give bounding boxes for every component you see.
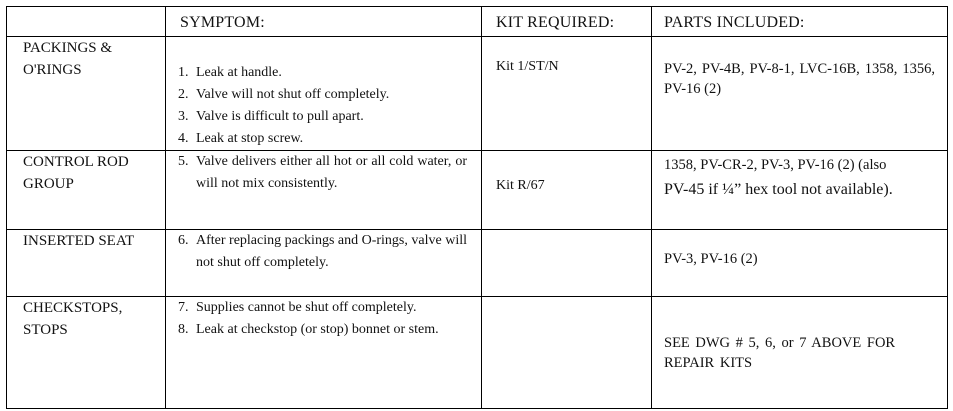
- group-cell: [7, 230, 166, 297]
- symptom-list: [166, 151, 481, 195]
- parts-cell: [652, 297, 948, 409]
- symptom-item: 3. Valve is difficult to pull apart.: [178, 109, 364, 124]
- symptom-item: 8. Leak at checkstop (or stop) bonnet or stem.: [178, 322, 439, 337]
- group-label: CHECKSTOPS, STOPS: [23, 300, 123, 338]
- group-label: PACKINGS & O'RINGS: [23, 40, 113, 78]
- table-header-row: [7, 7, 948, 37]
- kit-label: Kit 1/ST/N: [496, 59, 559, 74]
- group-column-header: [7, 7, 166, 37]
- table-row-inserted-seat: [7, 230, 948, 297]
- parts-text: PV-3, PV-16 (2): [664, 251, 758, 267]
- parts-text: 1358, PV-CR-2, PV-3, PV-16 (2) (also: [664, 157, 887, 173]
- symptom-item: 4. Leak at stop screw.: [178, 131, 304, 146]
- group-label: CONTROL ROD GROUP: [23, 154, 129, 192]
- kit-cell: [482, 230, 652, 297]
- parts-column-header: [652, 7, 948, 37]
- symptom-item: 2. Valve will not shut off completely.: [178, 87, 390, 102]
- kit-cell: [482, 37, 652, 151]
- parts-text-note: PV-45 if ¼” hex tool not available).: [664, 181, 893, 198]
- group-cell: [7, 151, 166, 230]
- symptom-column-header: [166, 7, 482, 37]
- parts-cell: [652, 151, 948, 230]
- kit-column-header: [482, 7, 652, 37]
- symptom-header-label: SYMPTOM:: [180, 14, 265, 31]
- symptom-item: 7. Supplies cannot be shut off completely.: [178, 300, 417, 315]
- table-row-checkstops: [7, 297, 948, 409]
- kit-cell: [482, 297, 652, 409]
- symptom-item: 1. Leak at handle.: [178, 65, 282, 80]
- symptom-list: [166, 230, 481, 282]
- symptom-cell: [166, 37, 482, 151]
- parts-cell: [652, 37, 948, 151]
- parts-text: SEE DWG # 5, 6, or 7 ABOVE FOR REPAIR KITS: [664, 334, 896, 371]
- table-row-control-rod: [7, 151, 948, 230]
- symptom-item: 5. Valve delivers either all hot or all cold water, or will not mix consistently.: [178, 154, 467, 191]
- symptom-list: [166, 297, 481, 341]
- parts-cell: [652, 230, 948, 297]
- repair-kit-table: [6, 6, 948, 409]
- kit-header-label: KIT REQUIRED:: [496, 14, 615, 31]
- repair-kit-document: [6, 6, 947, 409]
- group-cell: [7, 37, 166, 151]
- symptom-list: [166, 62, 481, 150]
- group-cell: [7, 297, 166, 409]
- table-row-packings: [7, 37, 948, 151]
- parts-header-label: PARTS INCLUDED:: [664, 14, 805, 31]
- symptom-item: 6. After replacing packings and O-rings, valve will not shut off completely.: [178, 233, 467, 270]
- symptom-cell: [166, 230, 482, 297]
- symptom-cell: [166, 297, 482, 409]
- symptom-cell: [166, 151, 482, 230]
- group-label: INSERTED SEAT: [23, 233, 135, 249]
- kit-label: Kit R/67: [496, 178, 545, 193]
- parts-text: PV-2, PV-4B, PV-8-1, LVC-16B, 1358, 1356, PV-16 (2): [664, 61, 935, 97]
- kit-cell: [482, 151, 652, 230]
